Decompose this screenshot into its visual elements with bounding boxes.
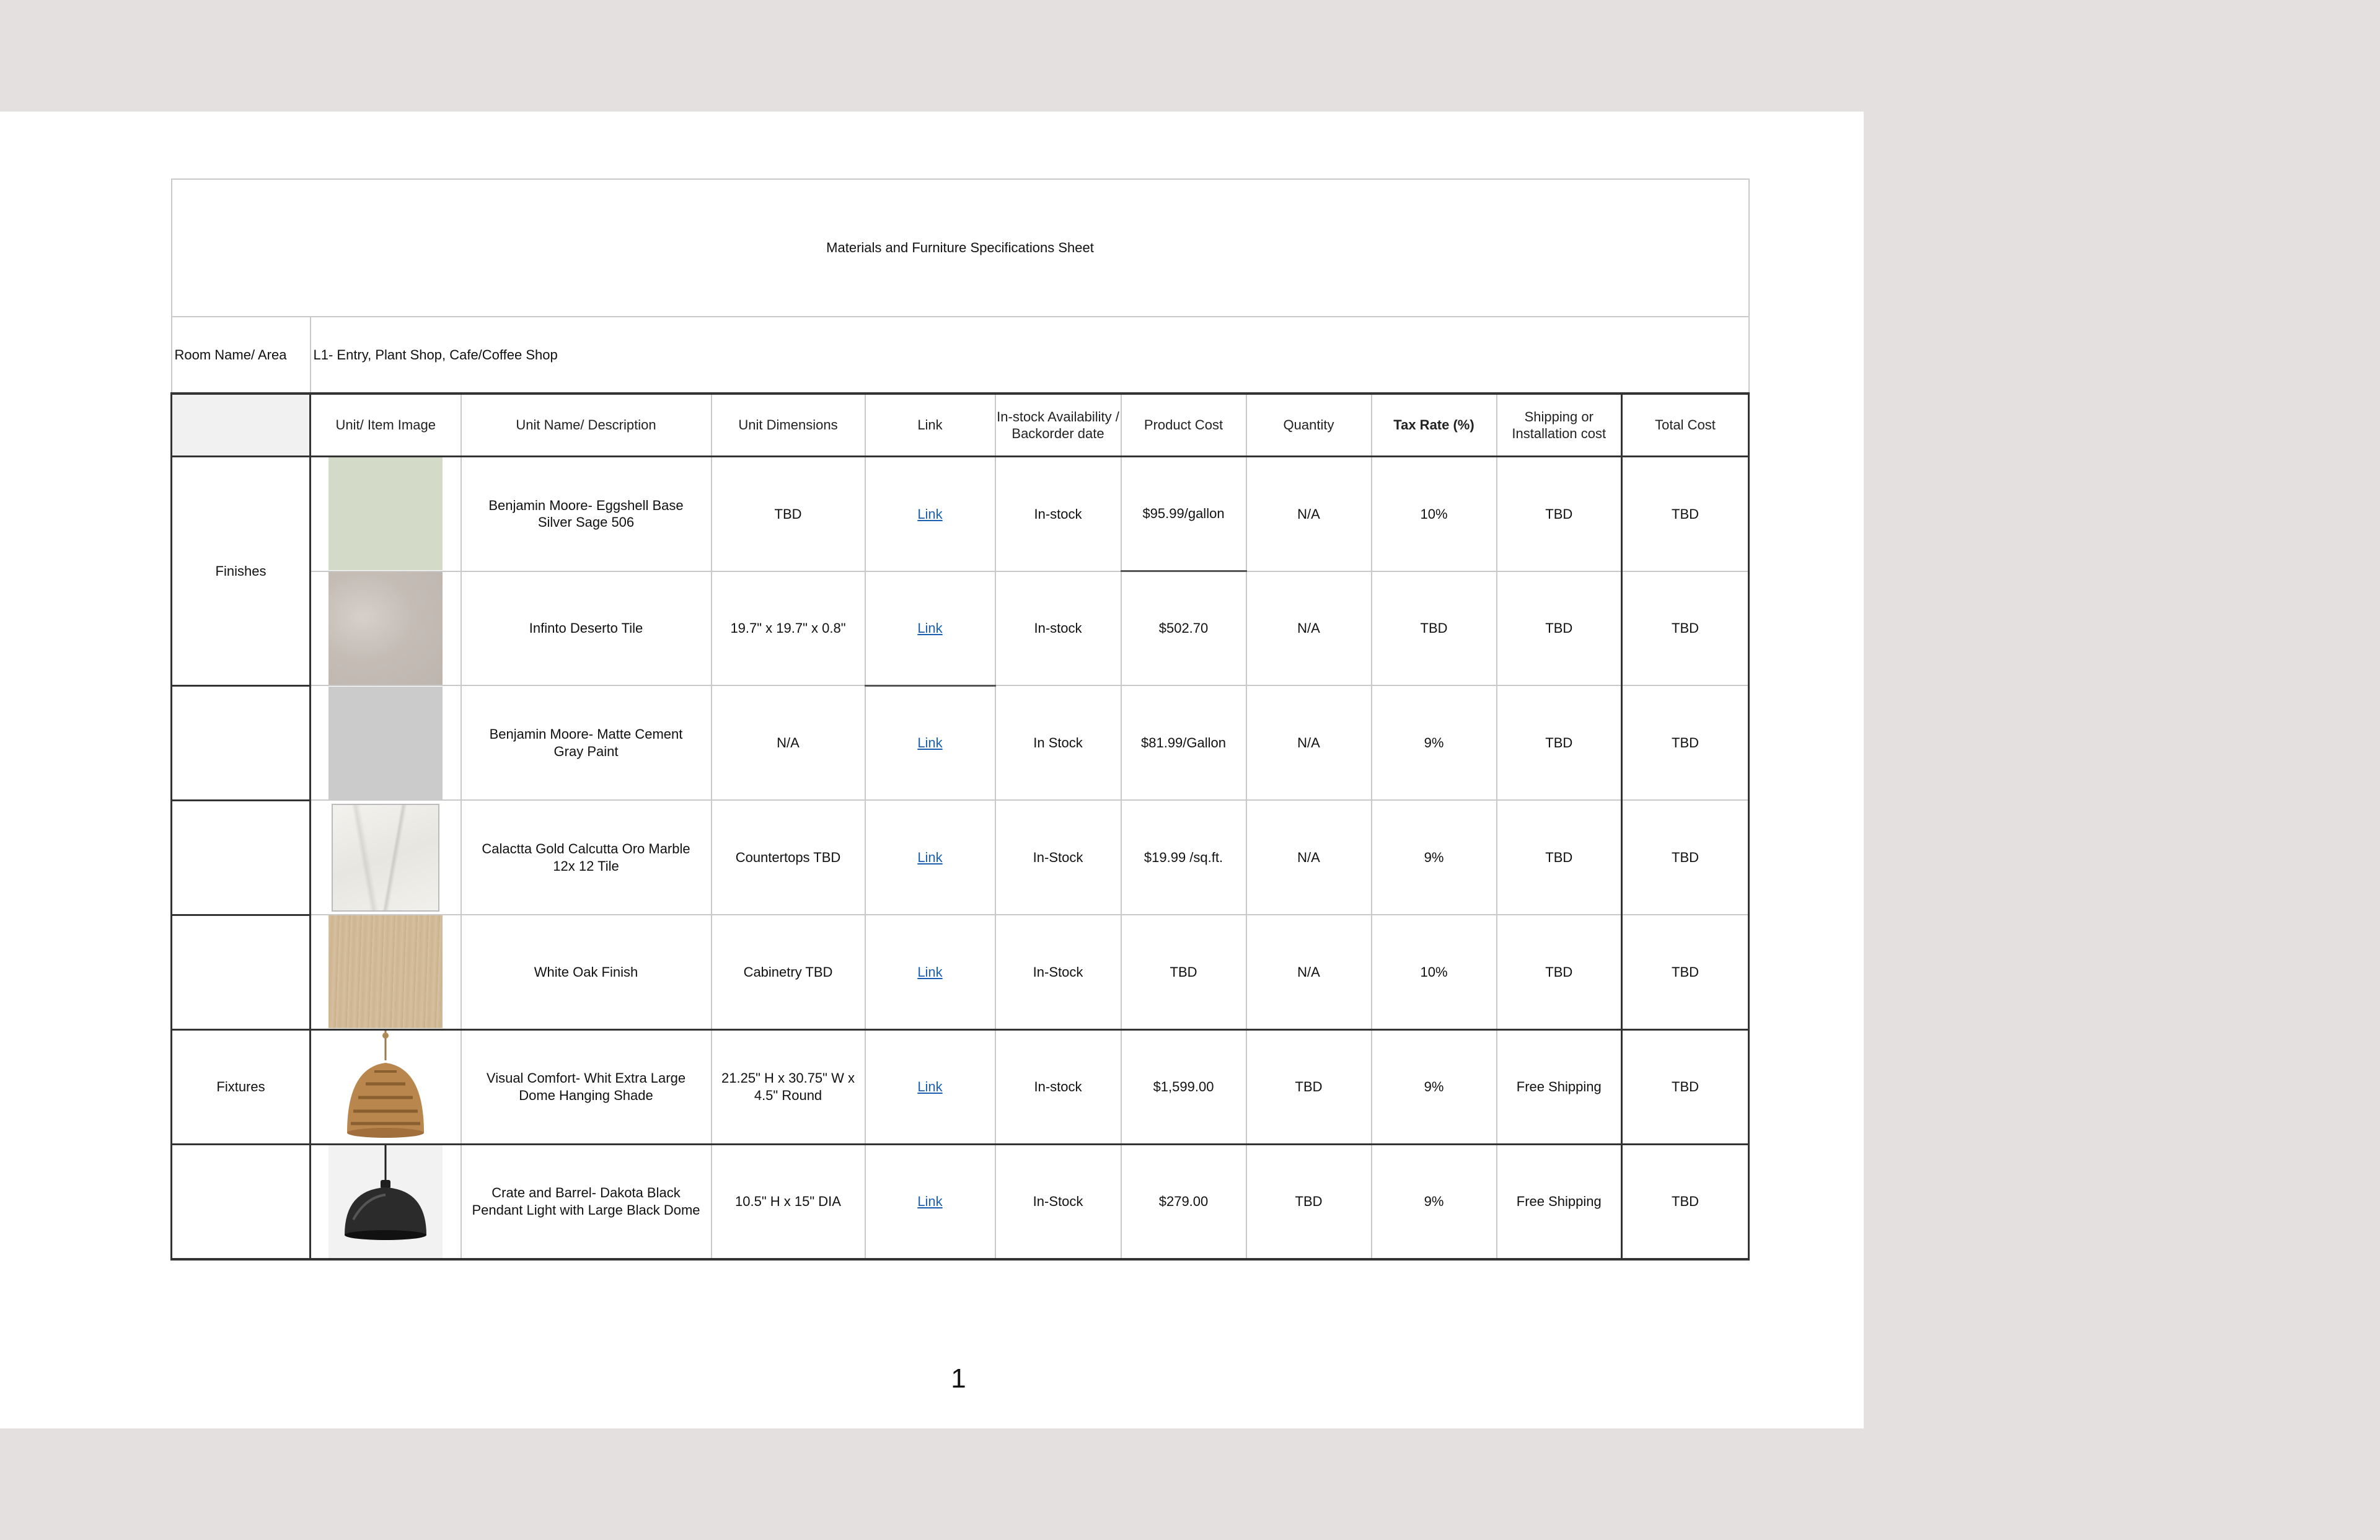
item-quantity: N/A — [1246, 800, 1372, 915]
item-availability: In Stock — [995, 685, 1121, 800]
item-cost: $81.99/Gallon — [1121, 685, 1246, 800]
item-shipping: TBD — [1497, 685, 1622, 800]
deserto-tile-swatch — [328, 572, 443, 685]
table-row — [172, 685, 1749, 800]
item-dimensions: Countertops TBD — [712, 800, 865, 915]
item-name: Benjamin Moore- Eggshell Base Silver Sage 506 — [461, 457, 712, 571]
table-row — [172, 1144, 1749, 1259]
item-cost: $1,599.00 — [1121, 1029, 1246, 1144]
item-image-cell — [311, 571, 461, 686]
document-page — [0, 112, 1864, 1428]
item-name: Infinto Deserto Tile — [461, 571, 712, 686]
table-row — [172, 915, 1749, 1029]
table-row — [172, 571, 1749, 686]
category-empty — [172, 915, 311, 1029]
item-tax: 9% — [1372, 800, 1497, 915]
item-total: TBD — [1622, 457, 1749, 571]
category-fixtures: Fixtures — [172, 1029, 311, 1144]
table-row — [172, 457, 1749, 571]
item-name: Crate and Barrel- Dakota Black Pendant Light with Large Black Dome — [461, 1144, 712, 1259]
item-dimensions: 19.7" x 19.7" x 0.8" — [712, 571, 865, 686]
item-quantity: TBD — [1246, 1029, 1372, 1144]
item-tax: 10% — [1372, 915, 1497, 1029]
item-link-cell — [865, 571, 995, 686]
item-dimensions: Cabinetry TBD — [712, 915, 865, 1029]
item-name: Calactta Gold Calcutta Oro Marble 12x 12 Tile — [461, 800, 712, 915]
item-quantity: N/A — [1246, 571, 1372, 686]
product-link[interactable]: Link — [917, 849, 943, 865]
product-link[interactable]: Link — [917, 620, 943, 636]
item-availability: In-Stock — [995, 1144, 1121, 1259]
item-link-cell — [865, 915, 995, 1029]
item-availability: In-Stock — [995, 800, 1121, 915]
item-shipping: TBD — [1497, 915, 1622, 1029]
white-oak-swatch — [328, 915, 443, 1028]
item-tax: 9% — [1372, 1029, 1497, 1144]
item-availability: In-stock — [995, 571, 1121, 686]
item-name: White Oak Finish — [461, 915, 712, 1029]
header-shipping: Shipping or Installation cost — [1497, 394, 1622, 457]
spec-table — [170, 178, 1750, 1261]
header-tax: Tax Rate (%) — [1372, 394, 1497, 457]
item-shipping: TBD — [1497, 571, 1622, 686]
item-tax: 9% — [1372, 1144, 1497, 1259]
item-dimensions: 21.25" H x 30.75" W x 4.5" Round — [712, 1029, 865, 1144]
header-image: Unit/ Item Image — [311, 394, 461, 457]
item-shipping: TBD — [1497, 457, 1622, 571]
category-finishes: Finishes — [172, 457, 311, 686]
item-cost: $95.99/gallon — [1121, 457, 1246, 571]
item-image-cell — [311, 685, 461, 800]
item-total: TBD — [1622, 685, 1749, 800]
room-value: L1- Entry, Plant Shop, Cafe/Coffee Shop — [311, 317, 1749, 394]
item-cost: $279.00 — [1121, 1144, 1246, 1259]
item-availability: In-stock — [995, 457, 1121, 571]
item-link-cell — [865, 800, 995, 915]
item-shipping: Free Shipping — [1497, 1144, 1622, 1259]
item-name: Benjamin Moore- Matte Cement Gray Paint — [461, 685, 712, 800]
item-total: TBD — [1622, 1029, 1749, 1144]
item-availability: In-stock — [995, 1029, 1121, 1144]
header-total: Total Cost — [1622, 394, 1749, 457]
item-availability: In-Stock — [995, 915, 1121, 1029]
item-quantity: N/A — [1246, 457, 1372, 571]
marble-tile-swatch — [332, 804, 439, 912]
product-link[interactable]: Link — [917, 964, 943, 980]
sheet-title: Materials and Furniture Specifications Sheet — [172, 179, 1749, 317]
item-quantity: N/A — [1246, 915, 1372, 1029]
item-tax: 10% — [1372, 457, 1497, 571]
table-row — [172, 800, 1749, 915]
item-cost: $502.70 — [1121, 571, 1246, 686]
item-shipping: TBD — [1497, 800, 1622, 915]
item-image-cell — [311, 800, 461, 915]
item-total: TBD — [1622, 571, 1749, 686]
product-link[interactable]: Link — [917, 1078, 943, 1094]
item-name: Visual Comfort- Whit Extra Large Dome Hanging Shade — [461, 1029, 712, 1144]
category-empty — [172, 1144, 311, 1259]
item-quantity: N/A — [1246, 685, 1372, 800]
rattan-pendant-light — [328, 1031, 443, 1143]
page-number: 1 — [951, 1363, 966, 1394]
table-row — [172, 1029, 1749, 1144]
header-availability: In-stock Availability / Backorder date — [995, 394, 1121, 457]
item-total: TBD — [1622, 915, 1749, 1029]
item-image-cell — [311, 1144, 461, 1259]
item-image-cell — [311, 915, 461, 1029]
item-total: TBD — [1622, 800, 1749, 915]
item-link-cell — [865, 457, 995, 571]
item-link-cell — [865, 1144, 995, 1259]
header-cost: Product Cost — [1121, 394, 1246, 457]
category-empty — [172, 685, 311, 800]
item-link-cell — [865, 685, 995, 800]
cement-gray-swatch — [328, 687, 443, 799]
header-quantity: Quantity — [1246, 394, 1372, 457]
item-image-cell — [311, 1029, 461, 1144]
item-image-cell — [311, 457, 461, 571]
product-link[interactable]: Link — [917, 1193, 943, 1209]
item-quantity: TBD — [1246, 1144, 1372, 1259]
item-dimensions: N/A — [712, 685, 865, 800]
header-dimensions: Unit Dimensions — [712, 394, 865, 457]
item-cost: TBD — [1121, 915, 1246, 1029]
item-shipping: Free Shipping — [1497, 1029, 1622, 1144]
category-empty — [172, 800, 311, 915]
sage-paint-swatch — [328, 457, 443, 570]
item-cost: $19.99 /sq.ft. — [1121, 800, 1246, 915]
black-dome-pendant-light — [328, 1145, 443, 1258]
header-name: Unit Name/ Description — [461, 394, 712, 457]
item-total: TBD — [1622, 1144, 1749, 1259]
header-category — [172, 394, 311, 457]
table-header-row — [172, 394, 1749, 457]
item-dimensions: 10.5" H x 15" DIA — [712, 1144, 865, 1259]
item-tax: 9% — [1372, 685, 1497, 800]
header-link: Link — [865, 394, 995, 457]
room-label: Room Name/ Area — [172, 317, 311, 394]
item-tax: TBD — [1372, 571, 1497, 686]
product-link[interactable]: Link — [917, 506, 943, 522]
item-dimensions: TBD — [712, 457, 865, 571]
item-link-cell — [865, 1029, 995, 1144]
product-link[interactable]: Link — [917, 735, 943, 750]
